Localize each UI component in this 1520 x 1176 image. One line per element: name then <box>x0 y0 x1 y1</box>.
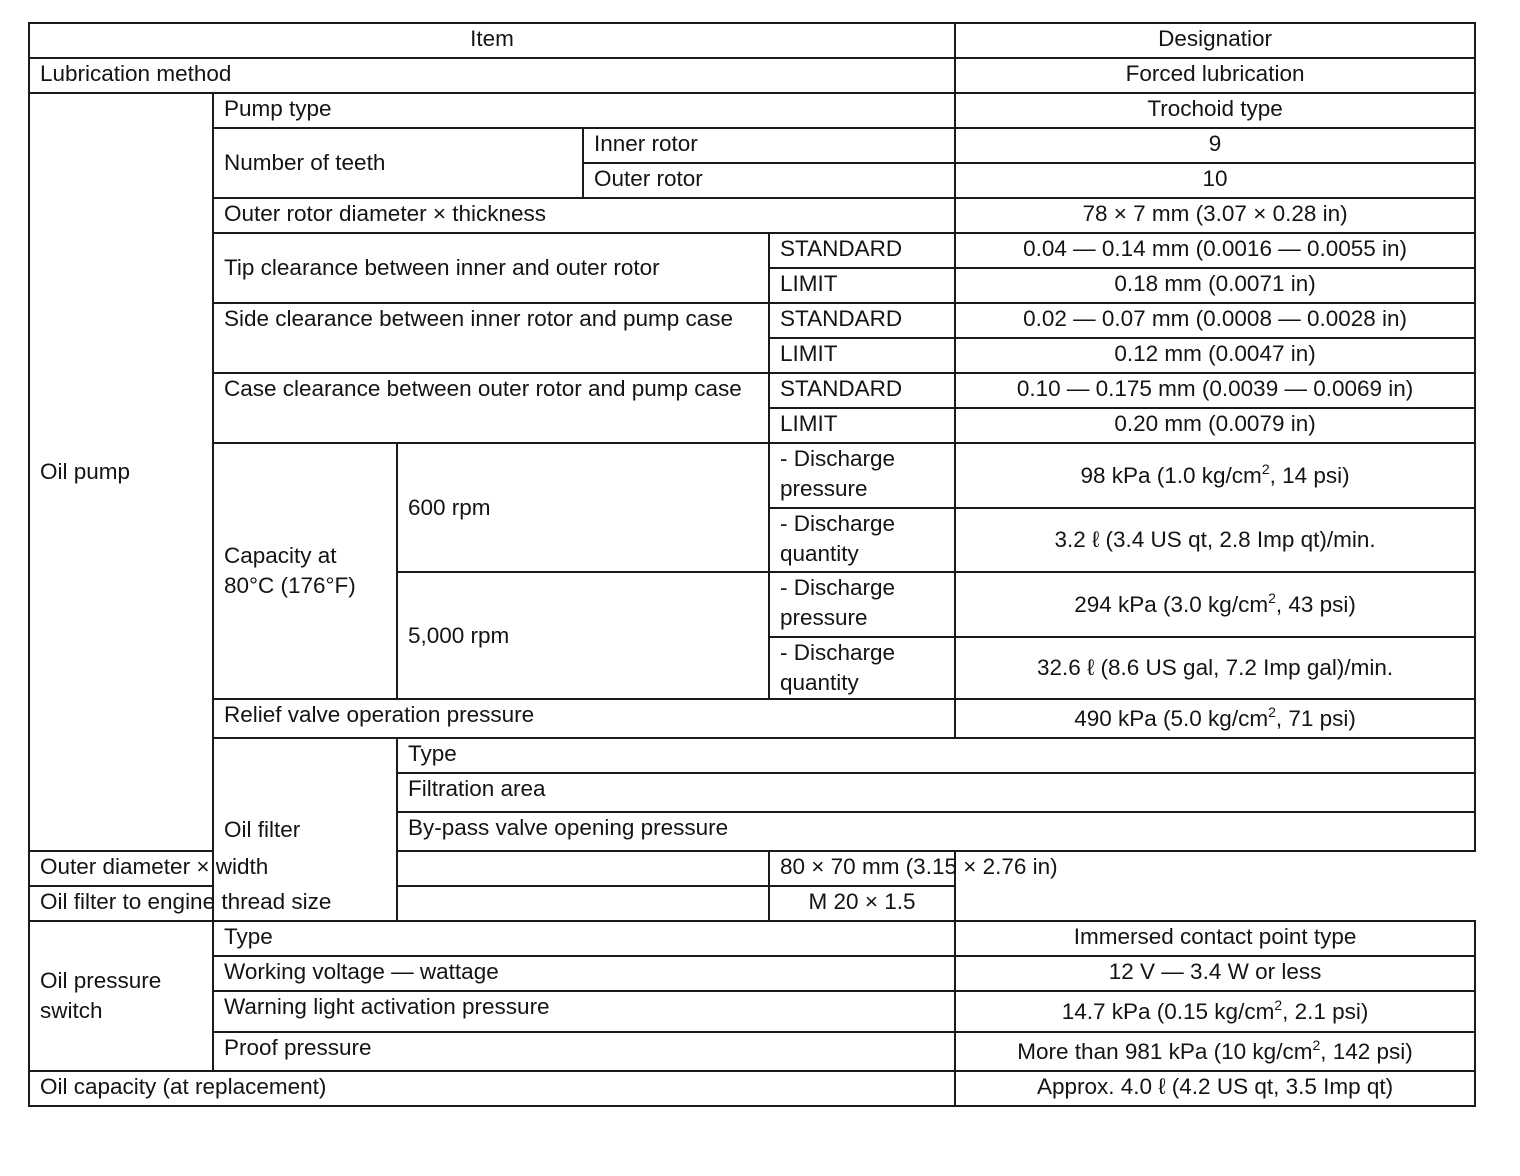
case-standard-label: STANDARD <box>769 373 955 408</box>
inner-rotor-value: 9 <box>955 128 1475 163</box>
tip-standard-label: STANDARD <box>769 233 955 268</box>
bypass-valve-label: By-pass valve opening pressure <box>397 812 1475 851</box>
working-voltage-row <box>29 956 1475 991</box>
case-clearance-standard-row <box>29 373 1475 408</box>
thread-size-row <box>29 886 1475 921</box>
tip-limit-value: 0.18 mm (0.0071 in) <box>955 268 1475 303</box>
capacity-label-line2: 80°C (176°F) <box>224 573 356 598</box>
oil-capacity-value: Approx. 4.0 ℓ (4.2 US qt, 3.5 Imp qt) <box>955 1071 1475 1106</box>
designation-header: Designatior <box>955 23 1475 58</box>
relief-valve-label: Relief valve operation pressure <box>213 699 955 738</box>
rpm-600-quantity-value: 3.2 ℓ (3.4 US qt, 2.8 Imp qt)/min. <box>955 508 1475 572</box>
lubrication-method-label: Lubrication method <box>29 58 955 93</box>
warning-light-value <box>955 991 1475 1032</box>
capacity-label-line1: Capacity at <box>224 543 337 568</box>
superscript-2: 2 <box>1261 460 1270 477</box>
thread-size-value: M 20 × 1.5 <box>769 886 955 921</box>
rpm-600-pressure-text: 98 kPa (1.0 kg/cm <box>1080 462 1262 488</box>
side-standard-value: 0.02 — 0.07 mm (0.0008 — 0.0028 in) <box>955 303 1475 338</box>
tip-clearance-standard-row <box>29 233 1475 268</box>
oil-pressure-switch-group-label <box>29 921 213 1071</box>
capacity-600-pressure-row <box>29 443 1475 508</box>
lubrication-method-value: Forced lubrication <box>955 58 1475 93</box>
lubrication-spec-table <box>28 22 1476 1107</box>
number-of-teeth-label: Number of teeth <box>213 128 583 198</box>
relief-valve-suffix: , 71 psi) <box>1275 705 1356 731</box>
switch-type-row <box>29 921 1475 956</box>
switch-label-line2: switch <box>40 998 103 1023</box>
filter-dimension-label: Outer diameter × width <box>29 851 769 886</box>
filtration-area-label: Filtration area <box>397 773 1475 812</box>
tip-clearance-label: Tip clearance between inner and outer rotor <box>213 233 769 303</box>
warning-light-row <box>29 991 1475 1032</box>
rotor-dimension-value: 78 × 7 mm (3.07 × 0.28 in) <box>955 198 1475 233</box>
rotor-dimension-row <box>29 198 1475 233</box>
rpm-5000-pressure-suffix: , 43 psi) <box>1275 591 1356 617</box>
side-clearance-standard-row <box>29 303 1475 338</box>
rpm-5000-quantity-value: 32.6 ℓ (8.6 US gal, 7.2 Imp gal)/min. <box>955 637 1475 699</box>
outer-rotor-value: 10 <box>955 163 1475 198</box>
lubrication-row <box>29 58 1475 93</box>
superscript-2: 2 <box>1268 703 1276 720</box>
rpm-600-pressure-value <box>955 443 1475 508</box>
oil-filter-group-label: Oil filter <box>213 738 397 921</box>
switch-type-label: Type <box>213 921 955 956</box>
filter-type-row <box>29 738 1475 773</box>
filter-dimension-row <box>29 851 1475 886</box>
side-clearance-label: Side clearance between inner rotor and pump case <box>213 303 769 373</box>
tip-standard-value: 0.04 — 0.14 mm (0.0016 — 0.0055 in) <box>955 233 1475 268</box>
proof-pressure-text: More than 981 kPa (10 kg/cm <box>1017 1038 1313 1064</box>
thread-size-label: Oil filter to engine thread size <box>29 886 769 921</box>
case-limit-label: LIMIT <box>769 408 955 443</box>
filter-type-label: Type <box>397 738 1475 773</box>
side-standard-label: STANDARD <box>769 303 955 338</box>
outer-rotor-label: Outer rotor <box>583 163 955 198</box>
switch-type-value: Immersed contact point type <box>955 921 1475 956</box>
rpm-600-pressure-label: - Discharge pressure <box>769 443 955 508</box>
superscript-2: 2 <box>1312 1036 1321 1053</box>
oil-capacity-row <box>29 1071 1475 1106</box>
proof-pressure-suffix: , 142 psi) <box>1320 1038 1413 1064</box>
relief-valve-value <box>955 699 1475 738</box>
rpm-600-pressure-suffix: , 14 psi) <box>1269 462 1350 488</box>
case-standard-value: 0.10 — 0.175 mm (0.0039 — 0.0069 in) <box>955 373 1475 408</box>
rpm-5000-pressure-value <box>955 572 1475 637</box>
rpm-5000-pressure-text: 294 kPa (3.0 kg/cm <box>1074 591 1269 617</box>
rpm-600-quantity-label: - Discharge quantity <box>769 508 955 572</box>
proof-pressure-value <box>955 1032 1475 1071</box>
pump-type-label: Pump type <box>213 93 955 128</box>
spec-table-container <box>28 22 1474 1107</box>
capacity-label <box>213 443 397 699</box>
case-limit-value: 0.20 mm (0.0079 in) <box>955 408 1475 443</box>
case-clearance-label: Case clearance between outer rotor and pump case <box>213 373 769 443</box>
switch-label-line1: Oil pressure <box>40 968 162 993</box>
proof-pressure-label: Proof pressure <box>213 1032 955 1071</box>
rotor-dimension-label: Outer rotor diameter × thickness <box>213 198 955 233</box>
teeth-inner-row <box>29 128 1475 163</box>
proof-pressure-row <box>29 1032 1475 1071</box>
working-voltage-label: Working voltage — wattage <box>213 956 955 991</box>
inner-rotor-label: Inner rotor <box>583 128 955 163</box>
oil-capacity-label: Oil capacity (at replacement) <box>29 1071 955 1106</box>
rpm-5000-pressure-label: - Discharge pressure <box>769 572 955 637</box>
working-voltage-value: 12 V — 3.4 W or less <box>955 956 1475 991</box>
side-limit-label: LIMIT <box>769 338 955 373</box>
pump-type-value: Trochoid type <box>955 93 1475 128</box>
warning-light-label: Warning light activation pressure <box>213 991 955 1032</box>
header-row <box>29 23 1475 58</box>
relief-valve-text: 490 kPa (5.0 kg/cm <box>1074 705 1269 731</box>
relief-valve-row <box>29 699 1475 738</box>
superscript-2: 2 <box>1274 996 1283 1013</box>
filter-dimension-value: 80 × 70 mm (3.15 × 2.76 in) <box>769 851 955 886</box>
rpm-5000-quantity-label: - Discharge quantity <box>769 637 955 699</box>
superscript-2: 2 <box>1268 589 1276 606</box>
warning-light-suffix: , 2.1 psi) <box>1282 998 1369 1024</box>
warning-light-text: 14.7 kPa (0.15 kg/cm <box>1061 998 1275 1024</box>
item-header: Item <box>29 23 955 58</box>
rpm-5000-label: 5,000 rpm <box>397 572 769 699</box>
rpm-600-label: 600 rpm <box>397 443 769 572</box>
pump-type-row <box>29 93 1475 128</box>
tip-limit-label: LIMIT <box>769 268 955 303</box>
oil-pump-group-label: Oil pump <box>29 93 213 851</box>
side-limit-value: 0.12 mm (0.0047 in) <box>955 338 1475 373</box>
